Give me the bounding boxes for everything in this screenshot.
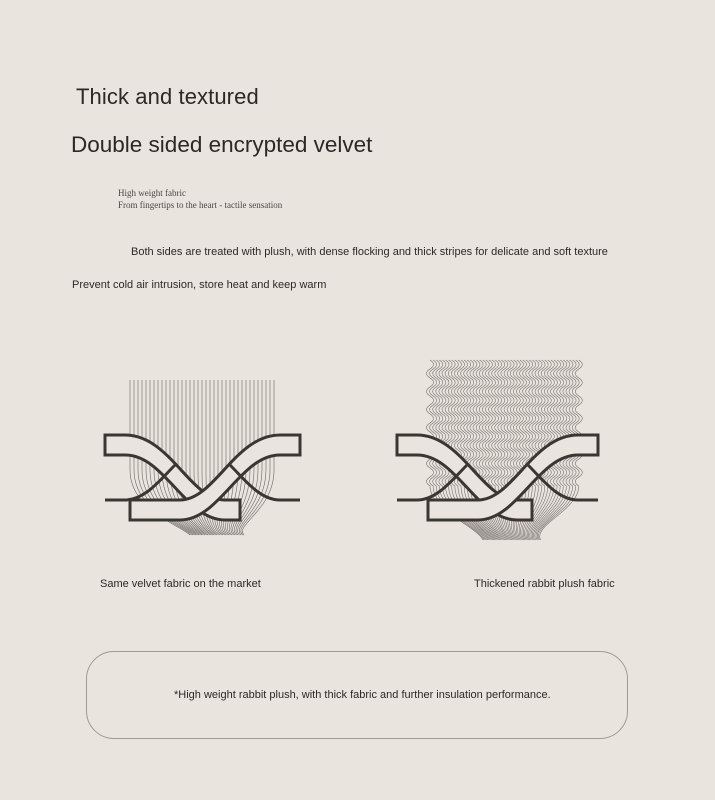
page-title: Thick and textured (76, 84, 259, 109)
tagline (118, 187, 282, 211)
tagline-line-2: From fingertips to the heart - tactile sensation (118, 200, 283, 210)
insulation-note: *High weight rabbit plush, with thick fabric and further insulation performance. (174, 689, 551, 701)
page-subtitle: Double sided encrypted velvet (71, 132, 373, 157)
standard-velvet-illustration (70, 340, 350, 560)
warmth-description: Prevent cold air intrusion, store heat and keep warm (72, 279, 327, 291)
plush-description: Both sides are treated with plush, with dense flocking and thick stripes for delicate and soft texture (131, 246, 608, 258)
rabbit-plush-illustration (370, 340, 650, 560)
rabbit-plush-caption: Thickened rabbit plush fabric (474, 578, 615, 590)
standard-velvet-caption: Same velvet fabric on the market (100, 578, 261, 590)
braid-icon (105, 435, 300, 520)
tagline-line-1: High weight fabric (118, 188, 186, 198)
